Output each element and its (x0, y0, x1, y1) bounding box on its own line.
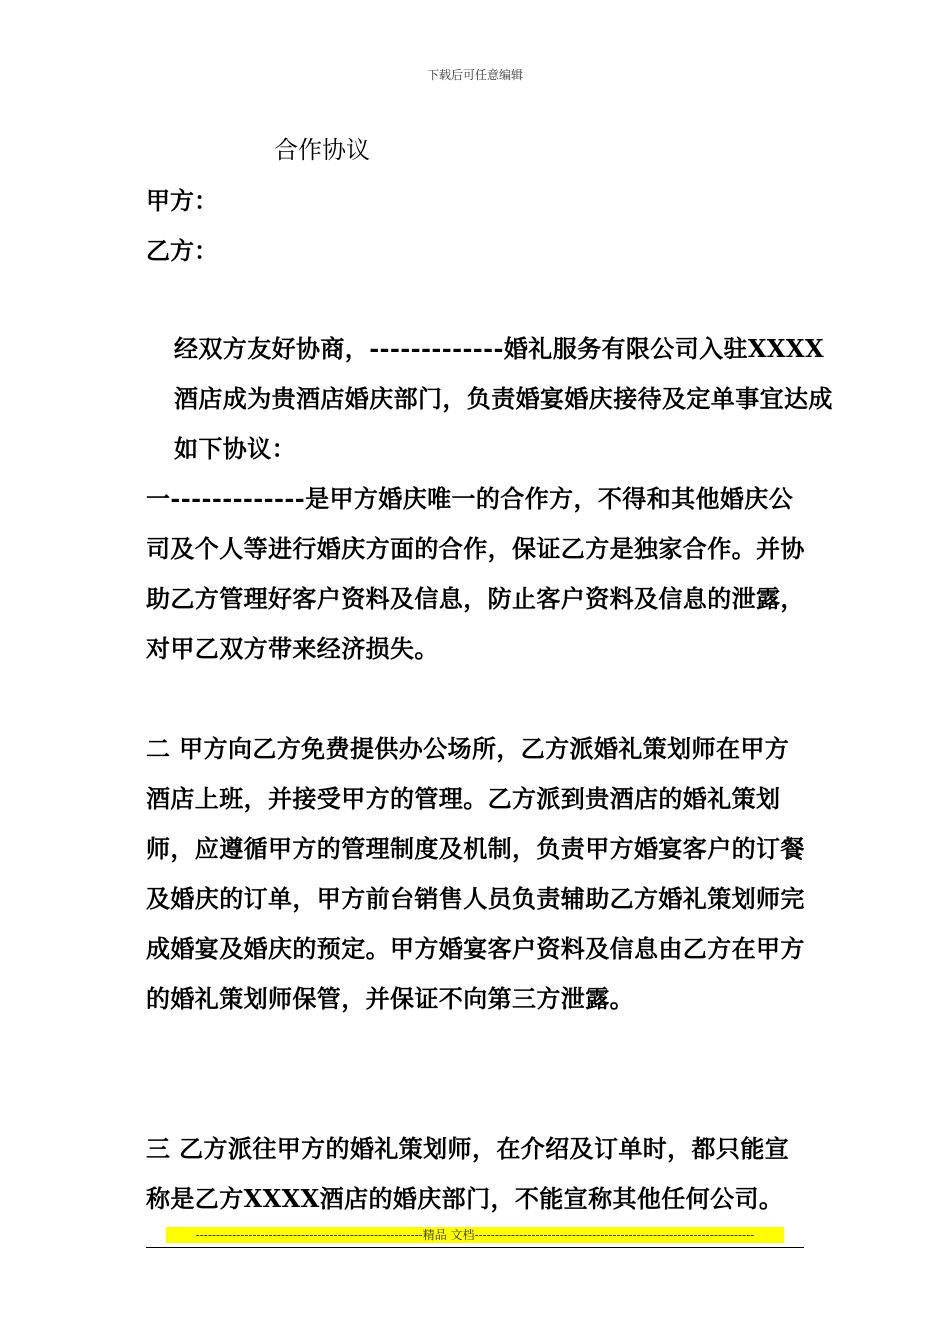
footer-divider (146, 1247, 804, 1248)
clause-two-paragraph: 二 甲方向乙方免费提供办公场所，乙方派婚礼策划师在甲方酒店上班，并接受甲方的管理。乙方派到贵酒店的婚礼策划师，应遵循甲方的管理制度及机制，负责甲方婚宴客户的订餐及婚庆的订单，甲方前台销售人员负责辅助乙方婚礼策划师完成婚宴及婚庆的预定。甲方婚宴客户资料及信息由乙方在甲方的婚礼策划师保管，并保证不向第三方泄露。 (146, 734, 805, 1013)
intro-paragraph: 经双方友好协商，-------------婚礼服务有限公司入驻XXXX酒店成为贵酒店婚庆部门，负责婚宴婚庆接待及定单事宜达成如下协议： (174, 334, 833, 463)
footer-watermark: --------------------------------------------------------精品 文档--------------------------------------------------------------------- (166, 1227, 784, 1243)
clause-three-paragraph: 三 乙方派往甲方的婚礼策划师，在介绍及订单时，都只能宣称是乙方XXXX酒店的婚庆部门，不能宣称其他任何公司。 (146, 1134, 790, 1213)
party-a-label: 甲方： (146, 186, 218, 215)
clause-one-paragraph: 一-------------是甲方婚庆唯一的合作方，不得和其他婚庆公司及个人等进行婚庆方面的合作，保证乙方是独家合作。并协助乙方管理好客户资料及信息，防止客户资料及信息的泄露，对甲乙双方带来经济损失。 (146, 484, 805, 663)
header-note: 下载后可任意编辑 (426, 68, 523, 82)
party-b-label: 乙方： (146, 236, 218, 265)
document-title: 合作协议 (274, 136, 370, 164)
